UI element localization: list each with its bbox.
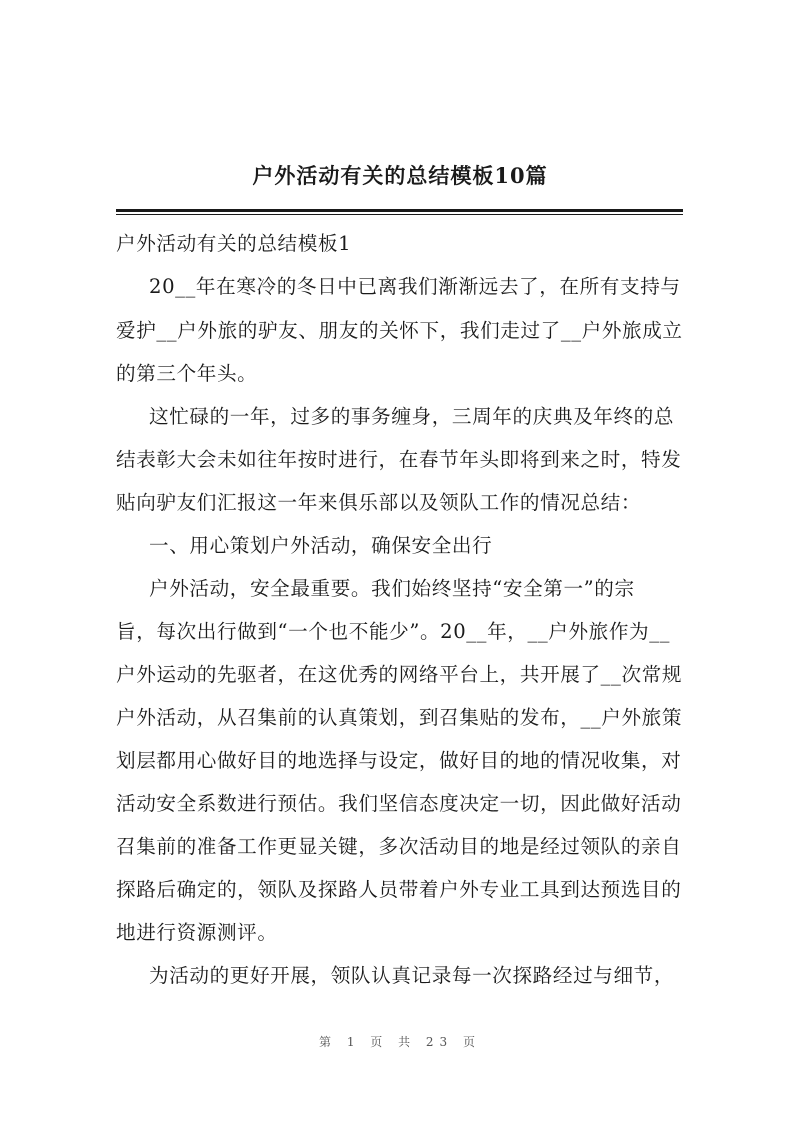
paragraph-line: 活动安全系数进行预估。我们坚信态度决定一切，因此做好活动	[116, 792, 682, 815]
section-heading: 户外活动有关的总结模板1	[116, 232, 352, 255]
paragraph-line: 召集前的准备工作更显关键，多次活动目的地是经过领队的亲自	[116, 835, 682, 858]
paragraph-line: 这忙碌的一年，过多的事务缠身，三周年的庆典及年终的总	[149, 405, 675, 428]
document-title: 户外活动有关的总结模板10篇	[252, 163, 548, 188]
paragraph-line: 户外运动的先驱者，在这优秀的网络平台上，共开展了__次常规	[116, 663, 683, 686]
paragraph-line: 旨，每次出行做到“一个也不能少”。20__年，__户外旅作为__	[116, 620, 671, 643]
paragraph-line: 结表彰大会未如往年按时进行，在春节年头即将到来之时，特发	[116, 448, 682, 471]
paragraph-line: 贴向驴友们汇报这一年来俱乐部以及领队工作的情况总结：	[116, 491, 642, 514]
page-footer: 第 1 页 共 23 页	[319, 1035, 481, 1049]
paragraph-line: 探路后确定的，领队及探路人员带着户外专业工具到达预选目的	[116, 878, 682, 901]
paragraph-line: 划层都用心做好目的地选择与设定，做好目的地的情况收集，对	[116, 749, 682, 772]
paragraph-line: 的第三个年头。	[116, 362, 258, 385]
paragraph-line: 20__年在寒冷的冬日中已离我们渐渐远去了，在所有支持与	[149, 275, 681, 298]
title-divider-thick	[116, 209, 683, 212]
paragraph-line: 户外活动，安全最重要。我们始终坚持“安全第一”的宗	[149, 577, 635, 600]
title-divider-thin	[116, 214, 683, 215]
paragraph-line: 爱护__户外旅的驴友、朋友的关怀下，我们走过了__户外旅成立	[116, 319, 683, 342]
subheading-line: 一、用心策划户外活动，确保安全出行	[149, 534, 493, 557]
paragraph-line: 为活动的更好开展，领队认真记录每一次探路经过与细节，	[149, 964, 675, 987]
paragraph-line: 地进行资源测评。	[116, 921, 278, 944]
paragraph-line: 户外活动，从召集前的认真策划，到召集贴的发布，__户外旅策	[116, 706, 683, 729]
